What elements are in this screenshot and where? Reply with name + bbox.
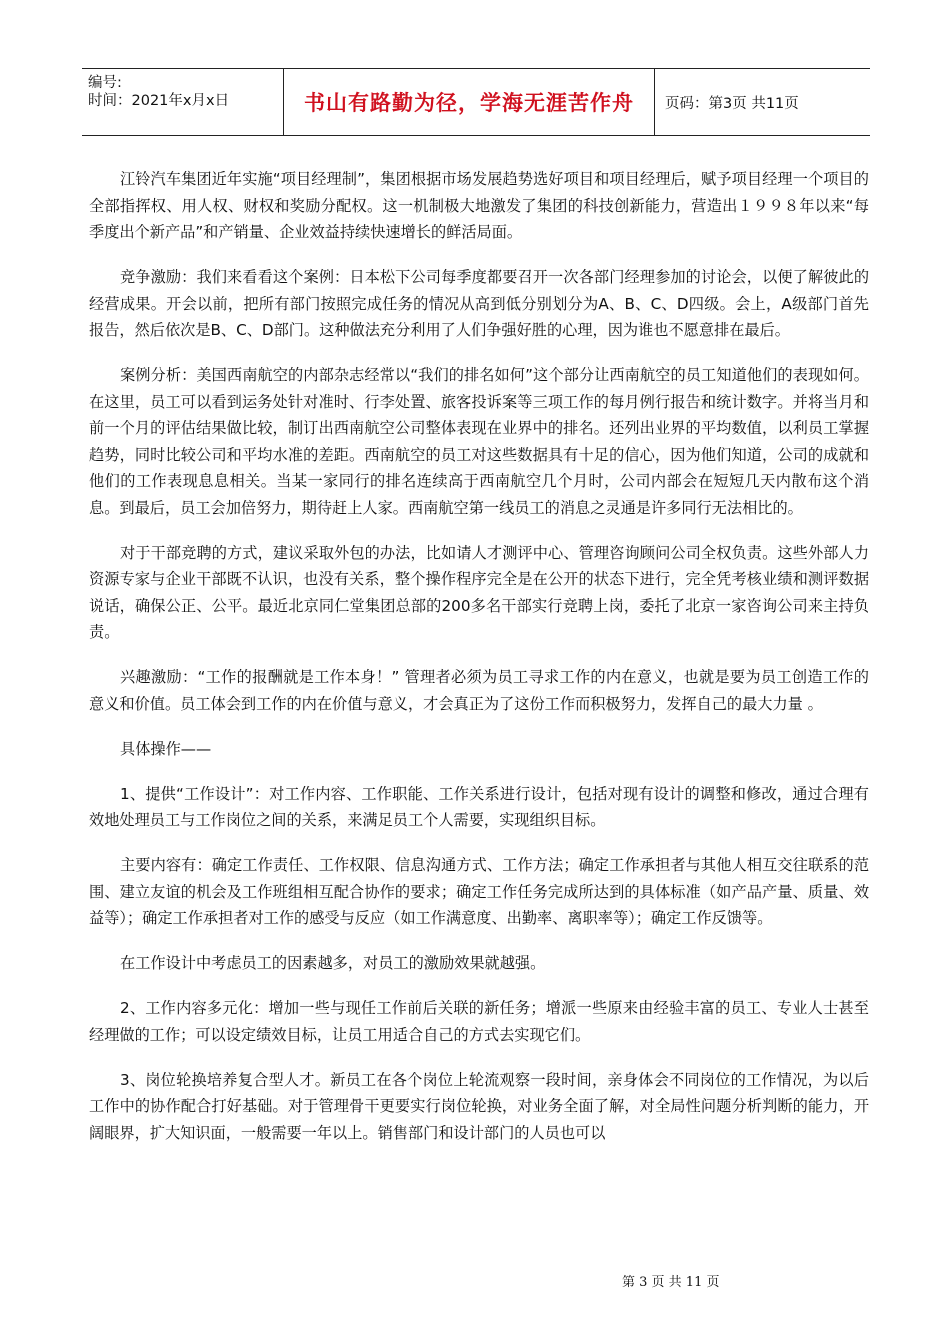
page-footer: 第 3 页 共 11 页 xyxy=(622,1275,720,1290)
paragraph: 主要内容有：确定工作责任、工作权限、信息沟通方式、工作方法；确定工作承担者与其他人相互交往联系的范围、建立友谊的机会及工作班组相互配合协作的要求；确定工作任务完成所达到的具体标准（如产品产量、质量、效益等）；确定工作承担者对工作的感受与反应（如工作满意度、出勤率、离职率等）；确定工作反馈等。 xyxy=(89,856,869,927)
paragraph: 江铃汽车集团近年实施“项目经理制”，集团根据市场发展趋势选好项目和项目经理后，赋予项目经理一个项目的全部指挥权、用人权、财权和奖励分配权。这一机制极大地激发了集团的科技创新能力，营造出１９９８年以来“每季度出个新产品”和产销量、企业效益持续快速增长的鲜活局面。 xyxy=(89,170,869,241)
page-header xyxy=(82,68,870,136)
document-body xyxy=(89,166,869,1165)
paragraph: 2、工作内容多元化：增加一些与现任工作前后关联的新任务；增派一些原来由经验丰富的员工、专业人士甚至经理做的工作；可以设定绩效目标，让员工用适合自己的方式去实现它们。 xyxy=(89,999,869,1044)
document-time-label: 时间：2021年x月x日 xyxy=(88,93,230,109)
paragraph: 兴趣激励：“工作的报酬就是工作本身！” 管理者必须为员工寻求工作的内在意义，也就是要为员工创造工作的意义和价值。员工体会到工作的内在价值与意义，才会真正为了这份工作而积极努力，发挥自己的最大力量 。 xyxy=(89,668,869,713)
paragraph: 具体操作—— xyxy=(120,739,212,758)
header-motto: 书山有路勤为径，学海无涯苦作舟 xyxy=(283,69,655,135)
paragraph: 1、提供“工作设计”：对工作内容、工作职能、工作关系进行设计，包括对现有设计的调整和修改，通过合理有效地处理员工与工作岗位之间的关系，来满足员工个人需要，实现组织目标。 xyxy=(89,784,869,829)
paragraph: 对于干部竞聘的方式，建议采取外包的办法，比如请人才测评中心、管理咨询顾问公司全权负责。这些外部人力资源专家与企业干部既不认识，也没有关系，整个操作程序完全是在公开的状态下进行，完全凭考核业绩和测评数据说话，确保公正、公平。最近北京同仁堂集团总部的200多名干部实行竞聘上岗，委托了北京一家咨询公司来主持负责。 xyxy=(89,543,869,641)
document-number-label: 编号: xyxy=(88,75,122,91)
paragraph: 竞争激励：我们来看看这个案例：日本松下公司每季度都要召开一次各部门经理参加的讨论会，以便了解彼此的经营成果。开会以前，把所有部门按照完成任务的情况从高到低分别划分为A、B、C、D四级。会上，A级部门首先报告，然后依次是B、C、D部门。这种做法充分利用了人们争强好胜的心理，因为谁也不愿意排在最后。 xyxy=(89,268,869,339)
paragraph: 案例分析：美国西南航空的内部杂志经常以“我们的排名如何”这个部分让西南航空的员工知道他们的表现如何。在这里，员工可以看到运务处针对准时、行李处置、旅客投诉案等三项工作的每月例行报告和统计数字。并将当月和前一个月的评估结果做比较，制订出西南航空公司整体表现在业界中的排名。还列出业界的平均数值，以利员工掌握趋势，同时比较公司和平均水准的差距。西南航空的员工对这些数据具有十足的信心，因为他们知道，公司的成就和他们的工作表现息息相关。当某一家同行的排名连续高于西南航空几个月时，公司内部会在短短几天内散布这个消息。到最后，员工会加倍努力，期待赶上人家。西南航空第一线员工的消息之灵通是许多同行无法相比的。 xyxy=(89,366,869,517)
header-page-number: 页码：第3页 共11页 xyxy=(665,95,799,112)
paragraph: 在工作设计中考虑员工的因素越多，对员工的激励效果就越强。 xyxy=(120,954,546,972)
paragraph: 3、岗位轮换培养复合型人才。新员工在各个岗位上轮流观察一段时间，亲身体会不同岗位的工作情况，为以后工作中的协作配合打好基础。对于管理骨干更要实行岗位轮换，对业务全面了解，对全局性问题分析判断的能力，开阔眼界，扩大知识面，一般需要一年以上。销售部门和设计部门的人员也可以 xyxy=(89,1070,869,1142)
header-meta xyxy=(82,69,283,135)
